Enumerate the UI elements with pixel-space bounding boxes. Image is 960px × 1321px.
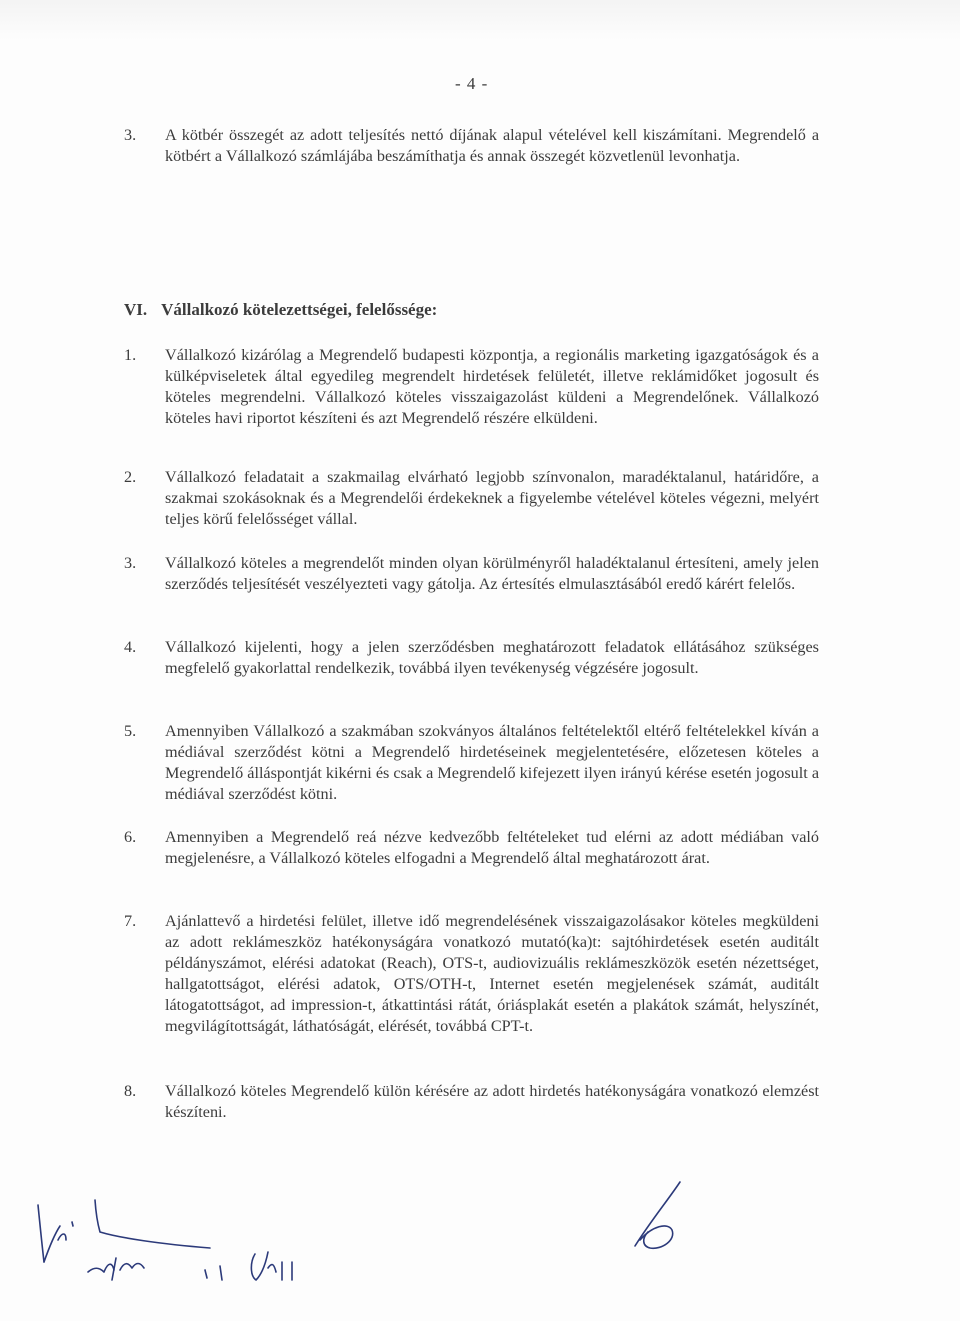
right-signature-image — [635, 1182, 680, 1248]
list-item — [124, 125, 819, 167]
list-item — [124, 637, 819, 679]
item-text: Ajánlattevő a hirdetési felület, illetve idő megrendelésének visszaigazolásakor köteles megküldeni az adott reklámeszköz hatékonyságára vonatkozó mutató(ka)t: sajtóhirdetések esetén auditált példányszámot, elérési adatokat (Reach), OTS-t, audiovizuális reklámeszközök esetén nézettséget, hallgatottságot, elérési adatok, OTS/OTH-t, Internet esetén megjelenések számát, auditált látogatottságot, ad impression-t, átkattintási rátát, óriásplakát esetén a plakátok számát, helyszínét, megvilágítottságát, láthatóságát, elérését, továbbá CPT-t. — [165, 912, 819, 1035]
item-text: Amennyiben a Megrendelő reá nézve kedvezőbb feltételeket tud elérni az adott médiában való megjelenésre, a Vállalkozó köteles elfogadni a Megrendelő által meghatározott árat. — [165, 828, 819, 867]
list-item — [124, 721, 819, 805]
item-text: A kötbér összegét az adott teljesítés nettó díjának alapul vételével kell kiszámítani. Megrendelő a kötbért a Vállalkozó számlájába beszámíthatja és annak összegét közvetlenül levonhatja. — [165, 126, 819, 165]
list-item — [124, 467, 819, 530]
item-number: 3. — [124, 554, 137, 572]
list-item — [124, 827, 819, 869]
item-number: 3. — [124, 126, 137, 144]
item-number: 6. — [124, 828, 137, 846]
item-text: Amennyiben Vállalkozó a szakmában szokványos általános feltételektől eltérő feltételekkel kíván a médiával szerződést kötni a Megrendelő hirdetéseinek megjelentetésére, előzetesen köteles a Megrendelő álláspontját kikérni és csak a Megrendelő kifejezett ilyen irányú kérése esetén jogosult a médiával szerződést kötni. — [165, 722, 820, 803]
section-title: Vállalkozó kötelezettségei, felelőssége: — [161, 300, 438, 319]
list-item — [124, 911, 819, 1037]
section-heading — [124, 300, 437, 320]
list-item — [124, 345, 819, 429]
item-number: 7. — [124, 912, 137, 930]
list-item — [124, 1081, 819, 1123]
item-text: Vállalkozó kijelenti, hogy a jelen szerződésben meghatározott feladatok ellátásához szükséges megfelelő gyakorlattal rendelkezik, továbbá ilyen tevékenység végzésére jogosult. — [165, 638, 819, 677]
page-number: - 4 - — [455, 74, 489, 93]
item-number: 4. — [124, 638, 137, 656]
left-signature-image — [38, 1200, 292, 1280]
item-text: Vállalkozó köteles Megrendelő külön kérésére az adott hirdetés hatékonyságára vonatkozó elemzést készíteni. — [165, 1082, 819, 1121]
item-number: 8. — [124, 1082, 137, 1100]
item-number: 2. — [124, 468, 137, 486]
list-item — [124, 553, 819, 595]
scan-shadow — [0, 0, 960, 40]
item-number: 5. — [124, 722, 137, 740]
section-number: VI. — [124, 300, 148, 319]
item-text: Vállalkozó köteles a megrendelőt minden olyan körülményről haladéktalanul értesíteni, amely jelen szerződés teljesítését veszélyezteti vagy gátolja. Az értesítés elmulasztásából eredő kárért felelős. — [165, 554, 819, 593]
item-text: Vállalkozó feladatait a szakmailag elvárható legjobb színvonalon, maradéktalanul, határidőre, a szakmai szokásoknak és a Megrendelői érdekeknek a figyelembe vételével köteles végezni, melyért teljes körű felelősséget vállal. — [165, 468, 819, 528]
item-number: 1. — [124, 346, 137, 364]
item-text: Vállalkozó kizárólag a Megrendelő budapesti központja, a regionális marketing igazgatóságok és a külképviseletek által egyedileg megrendelt hirdetések felületét, illetve reklámidőket jogosult és köteles megrendelni. Vállalkozó köteles visszaigazolást küldeni a Megrendelőnek. Vállalkozó köteles havi riportot készíteni és azt Megrendelő részére elküldeni. — [165, 346, 819, 427]
